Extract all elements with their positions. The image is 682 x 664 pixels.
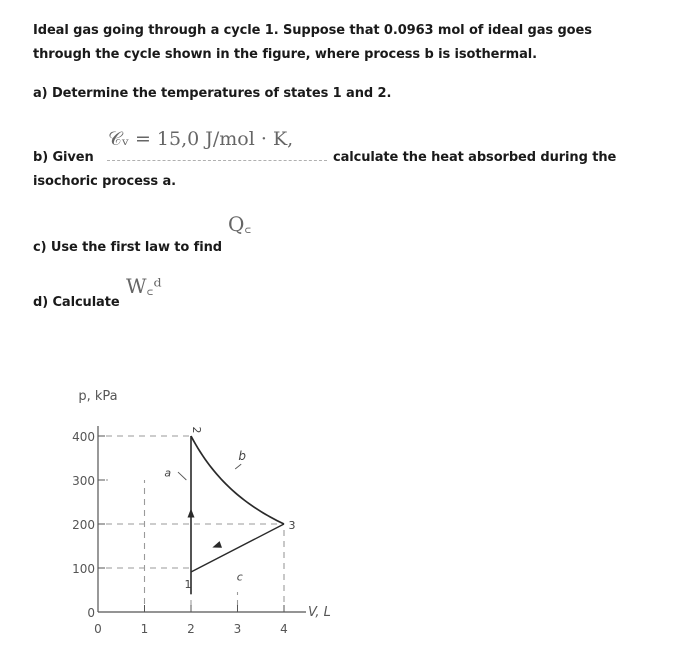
x-tick-label-4: 4: [280, 622, 288, 636]
process-label-c: c: [236, 570, 243, 584]
y-tick-label-300: 300: [72, 474, 95, 488]
x-tick-label-3: 3: [233, 622, 242, 636]
part-a-text: a) Determine the temperatures of states 1 and 2.: [33, 86, 392, 101]
state-labels: [164, 427, 295, 592]
y-tick-label-100: 100: [72, 562, 95, 576]
x-tick-label-1: 1: [140, 622, 149, 636]
part-d-symbol: W꜀ᵈ: [126, 274, 162, 298]
process-label-a: a: [164, 466, 172, 480]
process-arrows: [188, 509, 223, 548]
process-label-b: b: [238, 449, 246, 464]
x-ticks: [94, 605, 288, 636]
y-tick-label-0: 0: [87, 606, 95, 620]
part-c-text: c) Use the first law to find: [33, 240, 222, 255]
state-label-3: 3: [288, 519, 296, 532]
process-label-b-leader: [235, 464, 241, 469]
part-b-formula: 𝒞ᵥ = 15,0 J/mol · K,: [108, 128, 294, 150]
intro-line-1: Ideal gas going through a cycle 1. Suppose that 0.0963 mol of ideal gas goes: [33, 23, 592, 38]
part-b-text-end: calculate the heat absorbed during the: [333, 150, 617, 165]
intro-line-2: through the cycle shown in the figure, where process b is isothermal.: [33, 47, 537, 62]
process-label-a-leader: [178, 472, 186, 480]
guide-lines: [106, 436, 284, 606]
part-d-text: d) Calculate: [33, 295, 120, 310]
y-tick-label-200: 200: [72, 518, 95, 532]
arrow-process-a: [188, 509, 195, 518]
x-tick-label-2: 2: [187, 622, 195, 636]
y-ticks: [72, 430, 105, 620]
part-b-text: b) Given: [33, 150, 94, 165]
state-label-1: 1: [184, 578, 192, 591]
y-axis-label: p, kPa: [78, 389, 118, 404]
arrow-process-c: [212, 541, 222, 548]
state-label-2: 2: [190, 426, 203, 434]
part-b-line-2: isochoric process a.: [33, 174, 176, 189]
x-axis-label: V, L: [308, 605, 331, 620]
part-c-symbol: Q꜀: [228, 212, 252, 236]
x-tick-label-0: 0: [94, 622, 102, 636]
y-tick-label-400: 400: [72, 430, 95, 444]
process-c-line: [191, 524, 284, 572]
